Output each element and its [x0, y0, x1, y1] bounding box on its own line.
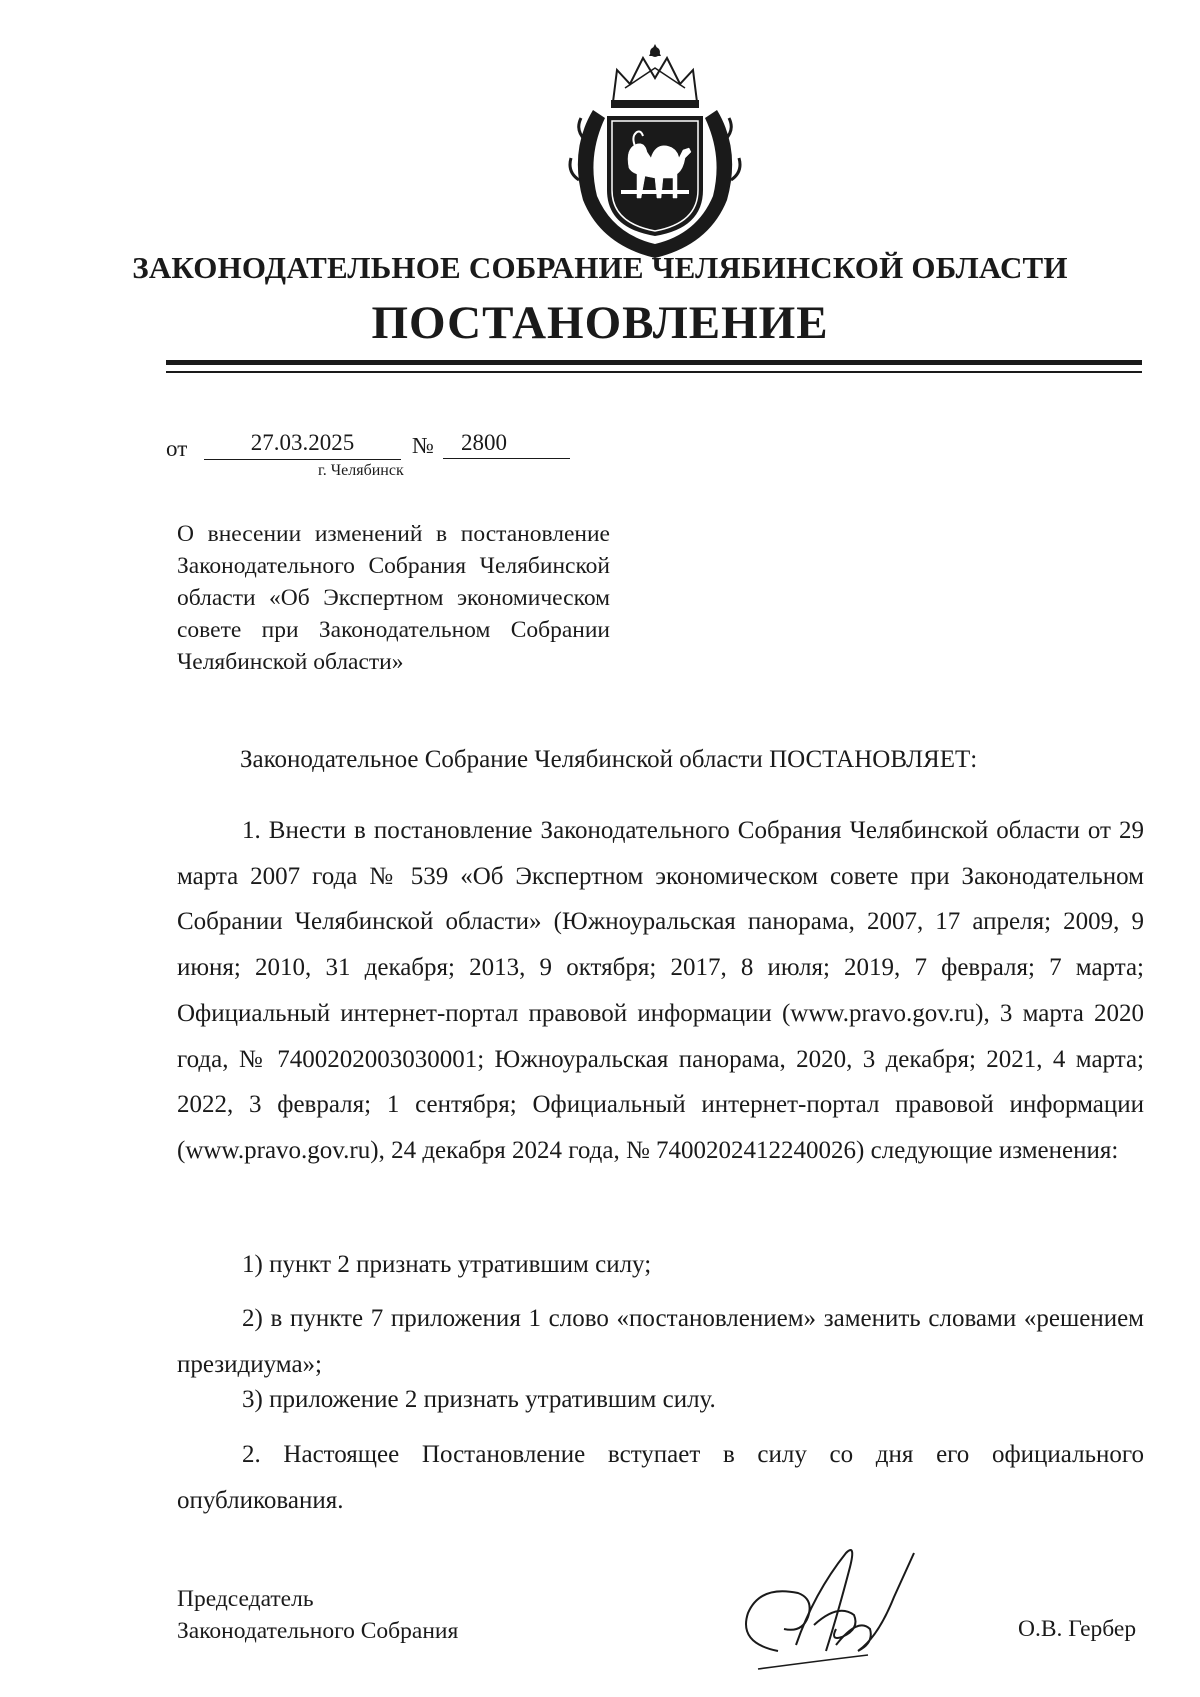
document-city: г. Челябинск	[318, 462, 404, 479]
header-divider-thin	[166, 371, 1142, 373]
paragraph-1: 1. Внести в постановление Законодательного Собрания Челябинской области от 29 марта 2007 года № 539 «Об Экспертном экономическом совете при Законодательном Собрании Челябинской области» (Южноуральская панорама, 2007, 17 апреля; 2009, 9 июня; 2010, 31 декабря; 2013, 9 октября; 2017, 8 июля; 2019, 7 февраля; 7 марта; Официальный интернет-портал правовой информации (www.pravo.gov.ru), 3 марта 2020 года, № 7400202003030001; Южноуральская панорама, 2020, 3 декабря; 2021, 4 марта; 2022, 3 февраля; 1 сентября; Официальный интернет-портал правовой информации (www.pravo.gov.ru), 24 декабря 2024 года, № 7400202412240026) следующие изменения:	[177, 817, 1144, 1164]
signer-name: О.В. Гербер	[1018, 1616, 1137, 1642]
list-item: 1) пункт 2 признать утратившим силу;	[242, 1251, 652, 1278]
signer-position	[177, 1583, 458, 1647]
document-type-title: ПОСТАНОВЛЕНИЕ	[371, 297, 829, 349]
organization-title: ЗАКОНОДАТЕЛЬНОЕ СОБРАНИЕ ЧЕЛЯБИНСКОЙ ОБЛАСТИ	[132, 250, 1068, 285]
signer-position-line-2: Законодательного Собрания	[177, 1618, 459, 1644]
document-date: 27.03.2025	[204, 428, 401, 460]
paragraph-2: 2. Настоящее Постановление вступает в силу со дня его официального опубликования.	[177, 1441, 1144, 1514]
date-label: от	[166, 436, 188, 461]
signer-position-line-1: Председатель	[177, 1586, 314, 1612]
document-number: 2800	[443, 428, 570, 459]
handwritten-signature-icon	[718, 1533, 948, 1683]
number-label: №	[412, 433, 434, 458]
list-item: 3) приложение 2 признать утратившим силу.	[242, 1386, 716, 1413]
header-divider-thick	[166, 360, 1142, 365]
list-item: 2) в пункте 7 приложения 1 слово «постановлением» заменить словами «решением президиума»;	[177, 1305, 1144, 1378]
chelyabinsk-coat-of-arms-icon	[555, 40, 755, 265]
document-subject: О внесении изменений в постановление Законодательного Собрания Челябинской области «Об Экспертном экономическом совете при Законодательном Собрании Челябинской области»	[177, 521, 610, 675]
resolution-intro: Законодательное Собрание Челябинской области ПОСТАНОВЛЯЕТ:	[240, 746, 978, 773]
